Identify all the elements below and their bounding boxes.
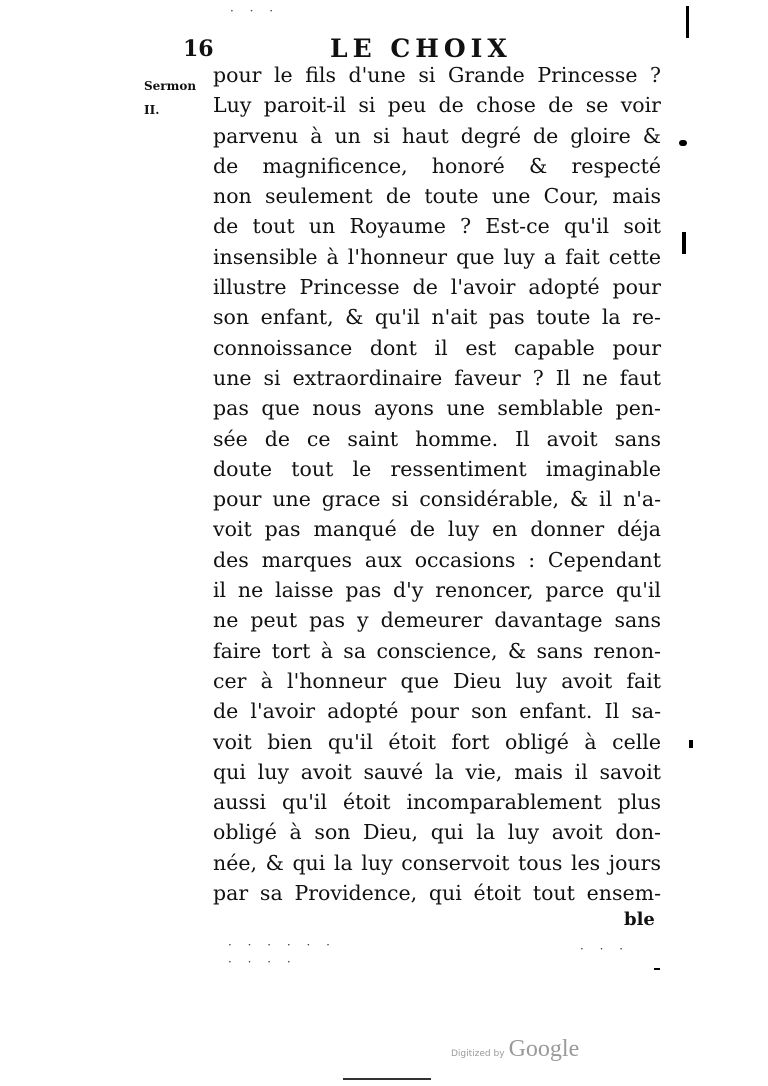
- text-line: parvenu à un si haut degré de gloire &: [213, 123, 661, 148]
- scan-edge-mark: [686, 6, 689, 38]
- text-line: non seulement de toute une Cour, mais: [213, 184, 661, 209]
- watermark-prefix: Digitized by: [451, 1049, 505, 1059]
- scan-edge-mark: [682, 232, 686, 254]
- text-line: insensible à l'honneur que luy a fait cette: [213, 244, 661, 269]
- scan-speckle: · · ·: [230, 4, 280, 18]
- scan-edge-mark: [679, 140, 687, 146]
- watermark-brand: Google: [508, 1036, 580, 1062]
- text-line: voit bien qu'il étoit fort obligé à celle: [213, 729, 661, 754]
- text-line: de tout un Royaume ? Est-ce qu'il soit: [213, 214, 661, 239]
- text-line: aussi qu'il étoit incomparablement plus: [213, 790, 661, 815]
- scan-edge-mark: [689, 740, 693, 748]
- text-line: qui luy avoit sauvé la vie, mais il savoit: [213, 759, 661, 784]
- text-line: cer à l'honneur que Dieu luy avoit fait: [213, 668, 661, 693]
- text-line: par sa Providence, qui étoit tout ensem-: [213, 881, 661, 906]
- text-line: de magnificence, honoré & respecté: [213, 153, 661, 178]
- text-line: pas que nous ayons une semblable pen-: [213, 396, 661, 421]
- text-line: des marques aux occasions : Cependant: [213, 547, 661, 572]
- margin-note-line: Sermon: [144, 79, 197, 93]
- text-line: Luy paroit-il si peu de chose de se voir: [213, 93, 661, 118]
- text-line: sée de ce saint homme. Il avoit sans: [213, 426, 661, 451]
- body-text: [213, 60, 661, 908]
- text-line: il ne laisse pas d'y renoncer, parce qu'il: [213, 578, 661, 603]
- catchword: ble: [624, 909, 655, 930]
- text-line: née, & qui la luy conservoit tous les jours: [213, 850, 661, 875]
- text-line: obligé à son Dieu, qui la luy avoit don-: [213, 820, 661, 845]
- text-line: pour une grace si considérable, & il n'a-: [213, 487, 661, 512]
- scan-edge-mark: [654, 968, 660, 970]
- page-number: 16: [183, 36, 214, 62]
- text-line: son enfant, & qu'il n'ait pas toute la re-: [213, 305, 661, 330]
- text-line: pour le fils d'une si Grande Princesse ?: [213, 63, 661, 87]
- text-line: de l'avoir adopté pour son enfant. Il sa-: [213, 699, 661, 724]
- scan-speckle: · · · · · ·: [228, 938, 336, 952]
- text-line: faire tort à sa conscience, & sans renon-: [213, 638, 661, 663]
- text-line: doute tout le ressentiment imaginable: [213, 456, 661, 481]
- text-line: voit pas manqué de luy en donner déja: [213, 517, 661, 542]
- scan-speckle: · · ·: [580, 942, 630, 956]
- margin-note: [144, 74, 196, 122]
- text-line: connoissance dont il est capable pour: [213, 335, 661, 360]
- text-line: illustre Princesse de l'avoir adopté pour: [213, 275, 661, 300]
- margin-note-line: II.: [144, 103, 160, 117]
- digitized-by-google-watermark: [451, 1036, 579, 1063]
- scan-edge-mark: [343, 1078, 431, 1080]
- text-line: une si extraordinaire faveur ? Il ne faut: [213, 365, 661, 390]
- text-line: ne peut pas y demeurer davantage sans: [213, 608, 661, 633]
- running-head: LE CHOIX: [330, 34, 512, 63]
- scan-speckle: · · · ·: [228, 955, 297, 969]
